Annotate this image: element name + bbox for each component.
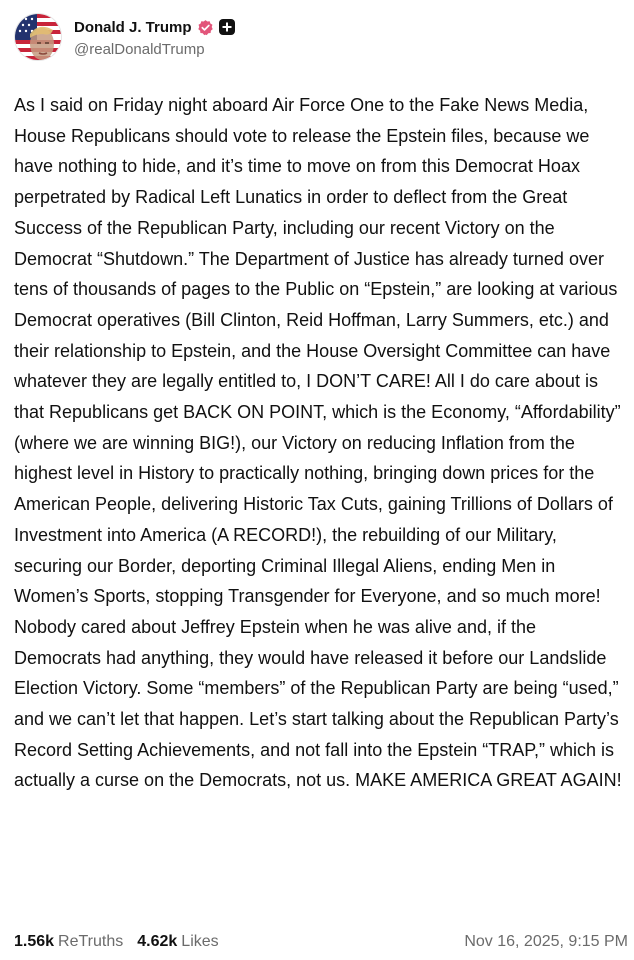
likes-count: 4.62k <box>137 933 178 950</box>
plus-badge-icon <box>219 19 235 35</box>
post-text: As I said on Friday night aboard Air Force One to the Fake News Media, House Republicans should vote to release the Epstein files, because we have nothing to hide, and it’s time to move on from this Democrat Hoax perpetrated by Radical Left Lunatics in order to deflect from the Great Success of the Republican Party, including our recent Victory on the Democrat “Shutdown.” The Department of Justice has already turned over tens of thousands of pages to the Public on “Epstein,” are looking at various Democrat operatives (Bill Clinton, Reid Hoffman, Larry Summers, etc.) and their relationship to Epstein, and the House Oversight Committee can have whatever they are legally entitled to, I DON’T CARE! All I do care about is that Republicans get BACK ON POINT, which is the Economy, “Affordability” (where we are winning BIG!), our Victory on reducing Inflation from the highest level in History to practically nothing, bringing down prices for the American People, delivering Historic Tax Cuts, gaining Trillions of Dollars of Investment into America (A RECORD!), the rebuilding of our Military, securing our Border, deporting Criminal Illegal Aliens, ending Men in Women’s Sports, stopping Transgender for Everyone, and so much more! Nobody cared about Jeffrey Epstein when he was alive and, if the Democrats had anything, they would have released it before our Landslide Election Victory. Some “members” of the Republican Party are being “used,” and we can’t let that happen. Let’s start talking about the Republican Party’s Record Setting Achievements, and not fall into the Epstein “TRAP,” which is actually a curse on the Democrats, not us. MAKE AMERICA GREAT AGAIN! <box>14 95 622 791</box>
post-timestamp[interactable]: Nov 16, 2025, 9:15 PM <box>464 933 628 950</box>
post-header <box>14 13 235 61</box>
author-identity <box>74 16 235 58</box>
likes-stat[interactable] <box>137 933 218 951</box>
name-row <box>74 16 235 38</box>
profile-avatar[interactable] <box>14 13 62 61</box>
retruths-count: 1.56k <box>14 933 55 950</box>
likes-label: Likes <box>181 933 219 950</box>
retruths-label: ReTruths <box>58 933 124 950</box>
avatar-image <box>15 14 62 61</box>
author-handle[interactable]: @realDonaldTrump <box>74 41 205 58</box>
verified-badge-icon <box>197 19 214 36</box>
post-footer <box>14 931 628 953</box>
retruths-stat[interactable] <box>14 933 123 951</box>
display-name[interactable]: Donald J. Trump <box>74 18 192 36</box>
